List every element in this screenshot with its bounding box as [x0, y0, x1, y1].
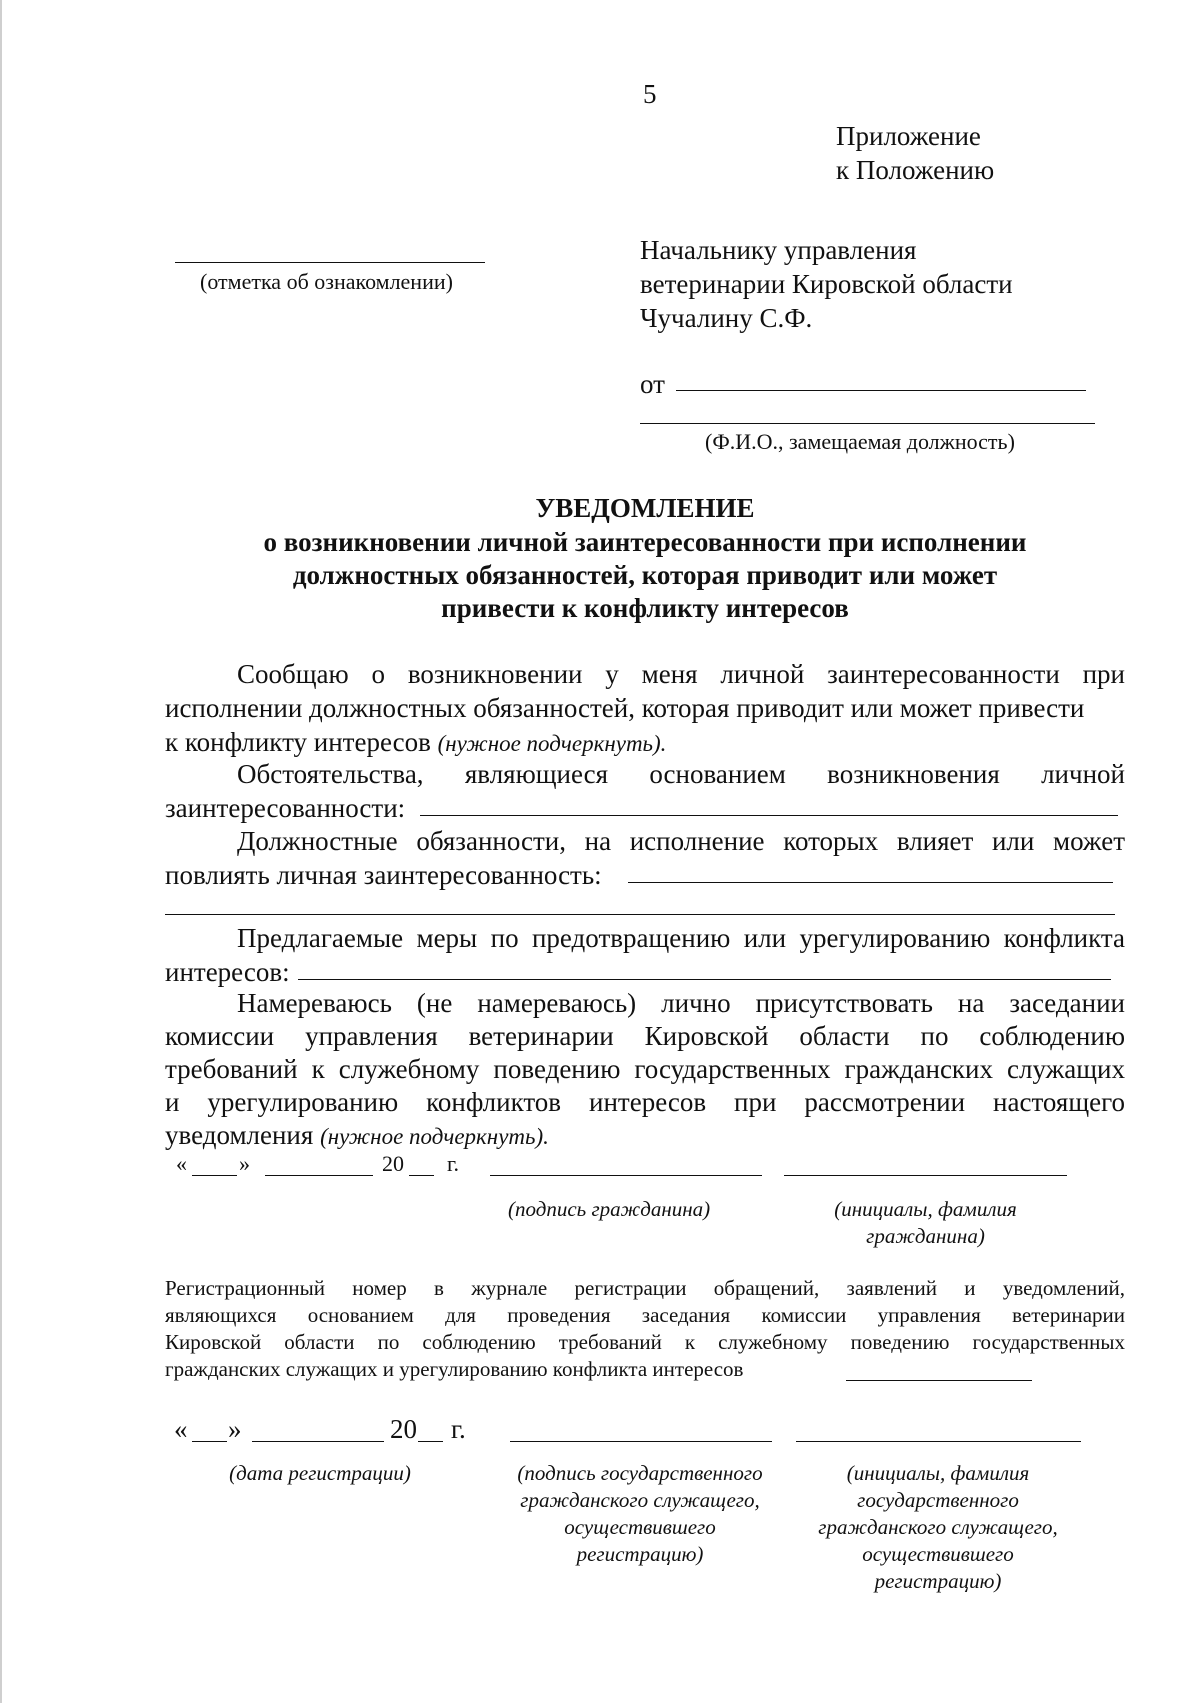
from-label: от — [640, 369, 665, 399]
appendix-line-1: Приложение — [836, 121, 981, 151]
p2-line-2: заинтересованности: — [165, 793, 406, 823]
p5-line-1: Намереваюсь (не намереваюсь) лично присутствовать на заседании — [237, 988, 1125, 1018]
date-year-prefix: 20 — [382, 1151, 404, 1176]
date-year-line[interactable] — [409, 1175, 434, 1176]
reg-sign-caption-4: регистрацию) — [576, 1542, 704, 1566]
registration-line-4: гражданских служащих и урегулированию конфликта интересов — [165, 1357, 744, 1381]
p4-line-1: Предлагаемые меры по предотвращению или урегулированию конфликта — [237, 923, 1125, 953]
reg-name-caption-2: государственного — [857, 1488, 1019, 1512]
registration-number-line[interactable] — [846, 1380, 1032, 1381]
from-name-line — [676, 390, 1086, 391]
acknowledgment-caption: (отметка об ознакомлении) — [200, 269, 453, 294]
reg-sign-caption-2: гражданского служащего, — [520, 1488, 760, 1512]
registration-line-2: являющихся основанием для проведения заседания комиссии управления ветеринарии — [165, 1303, 1125, 1327]
reg-date-day-line[interactable] — [192, 1441, 227, 1442]
p5-line-3: требований к служебному поведению государственных гражданских служащих — [165, 1054, 1125, 1084]
reg-date-quote-close: » — [228, 1414, 242, 1444]
p5-line-5-text: уведомления — [165, 1120, 314, 1150]
reg-date-caption: (дата регистрации) — [229, 1461, 411, 1485]
p1-note: (нужное подчеркнуть). — [437, 731, 667, 756]
reg-date-month-line[interactable] — [252, 1441, 384, 1442]
citizen-signature-line[interactable] — [490, 1175, 762, 1176]
reg-name-caption-1: (инициалы, фамилия — [846, 1461, 1030, 1485]
reg-signature-line[interactable] — [510, 1441, 772, 1442]
p3-line-2: повлиять личная заинтересованность: — [165, 860, 602, 890]
p1-line-2: исполнении должностных обязанностей, которая приводит или может привести — [165, 693, 1085, 723]
p1-line-1: Сообщаю о возникновении у меня личной заинтересованности при — [237, 659, 1125, 689]
p1-line-3-text: к конфликту интересов — [165, 727, 431, 757]
addressee-line-2: ветеринарии Кировской области — [640, 269, 1013, 299]
reg-date-quote-open: « — [174, 1414, 188, 1444]
addressee-line-3: Чучалину С.Ф. — [640, 303, 813, 333]
reg-sign-caption-3: осуществившего — [564, 1515, 716, 1539]
reg-name-caption-3: гражданского служащего, — [818, 1515, 1058, 1539]
reg-name-caption-4: осуществившего — [862, 1542, 1014, 1566]
acknowledgment-line — [175, 262, 485, 263]
appendix-line-2: к Положению — [836, 155, 995, 185]
p2-line-1: Обстоятельства, являющиеся основанием возникновения личной — [237, 759, 1125, 789]
addressee-line-1: Начальнику управления — [640, 235, 917, 265]
citizen-name-line[interactable] — [784, 1175, 1067, 1176]
page-number: 5 — [643, 79, 657, 109]
document-subtitle-3: привести к конфликту интересов — [441, 593, 849, 623]
citizen-name-caption-2: гражданина) — [866, 1224, 985, 1248]
reg-name-caption-5: регистрацию) — [874, 1569, 1002, 1593]
p5-line-4: и урегулированию конфликтов интересов при рассмотрении настоящего — [165, 1087, 1125, 1117]
reg-date-year-line[interactable] — [418, 1441, 443, 1442]
scan-edge — [0, 0, 2, 1703]
document-subtitle-2: должностных обязанностей, которая приводит или может — [292, 560, 998, 590]
date-quote-close: » — [239, 1151, 250, 1176]
document-subtitle-1: о возникновении личной заинтересованности при исполнении — [263, 527, 1027, 557]
date-quote-open: « — [176, 1151, 187, 1176]
date-day-line[interactable] — [192, 1175, 237, 1176]
duties-fill-line-2[interactable] — [165, 914, 1115, 915]
circumstances-fill-line[interactable] — [420, 815, 1118, 816]
from-position-line — [640, 423, 1095, 424]
date-year-suffix: г. — [447, 1151, 460, 1176]
p5-line-2: комиссии управления ветеринарии Кировской области по соблюдению — [165, 1021, 1125, 1051]
p5-note: (нужное подчеркнуть). — [320, 1124, 549, 1149]
registration-line-3: Кировской области по соблюдению требований к служебному поведению государственных — [165, 1330, 1125, 1354]
reg-date-year-prefix: 20 — [390, 1414, 417, 1444]
registration-line-1: Регистрационный номер в журнале регистрации обращений, заявлений и уведомлений, — [165, 1276, 1125, 1300]
citizen-name-caption-1: (инициалы, фамилия — [834, 1197, 1017, 1221]
duties-fill-line-1[interactable] — [628, 882, 1113, 883]
document-title: УВЕДОМЛЕНИЕ — [535, 493, 755, 523]
p4-line-2: интересов: — [165, 957, 290, 987]
p3-line-1: Должностные обязанности, на исполнение которых влияет или может — [237, 826, 1125, 856]
from-caption: (Ф.И.О., замещаемая должность) — [705, 429, 1015, 454]
citizen-signature-caption: (подпись гражданина) — [508, 1197, 711, 1221]
reg-name-line[interactable] — [796, 1441, 1081, 1442]
reg-date-year-suffix: г. — [451, 1414, 466, 1444]
date-month-line[interactable] — [265, 1175, 373, 1176]
reg-sign-caption-1: (подпись государственного — [517, 1461, 763, 1485]
measures-fill-line[interactable] — [298, 979, 1111, 980]
p5-line-5 — [165, 1117, 549, 1155]
